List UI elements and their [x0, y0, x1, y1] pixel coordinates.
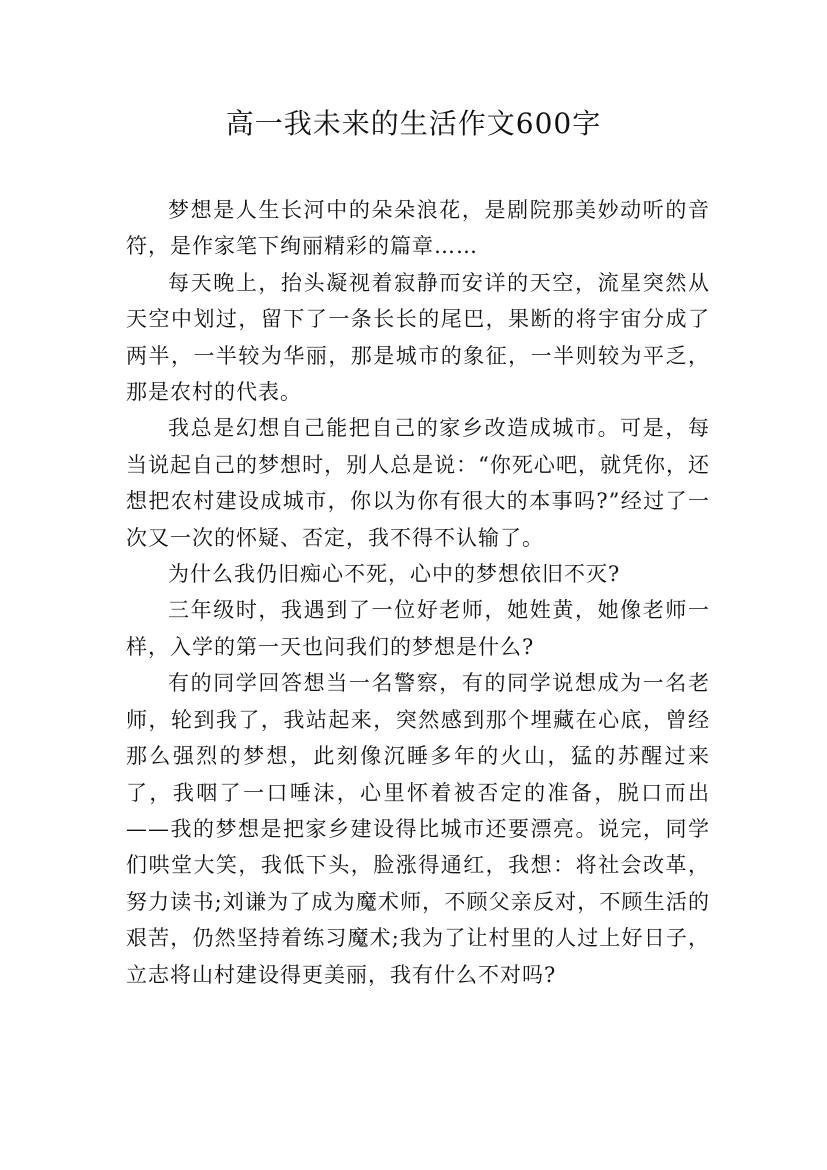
paragraph-4: 为什么我仍旧痴心不死，心中的梦想依旧不灭? [168, 562, 621, 587]
paragraph-2: 每天晚上，抬头凝视着寂静而安详的天空，流星突然从天空中划过，留下了一条长长的尾巴，果断的将宇宙分成了两半，一半较为华丽，那是城市的象征，一半则较为平乏，那是农村的代表。 [126, 270, 710, 405]
paragraph-1: 梦想是人生长河中的朵朵浪花，是剧院那美妙动听的音符，是作家笔下绚丽精彩的篇章…… [126, 198, 710, 259]
paragraph-3: 我总是幻想自己能把自己的家乡改造成城市。可是，每当说起自己的梦想时，别人总是说：“你死心吧，就凭你，还想把农村建设成城市，你以为你有很大的本事吗?”经过了一次又一次的怀疑、否定，我不得不认输了。 [126, 416, 710, 550]
paragraph-5: 三年级时，我遇到了一位好老师，她姓黄，她像老师一样，入学的第一天也问我们的梦想是什么? [126, 598, 710, 659]
document-body [126, 192, 710, 993]
paragraph-6: 有的同学回答想当一名警察，有的同学说想成为一名老师，轮到我了，我站起来，突然感到那个埋藏在心底，曾经那么强烈的梦想，此刻像沉睡多年的火山，猛的苏醒过来了，我咽了一口唾沫，心里怀着被否定的准备，脱口而出——我的梦想是把家乡建设得比城市还要漂亮。说完，同学们哄堂大笑，我低下头，脸涨得通红，我想：将社会改革，努力读书;刘谦为了成为魔术师，不顾父亲反对，不顾生活的艰苦，仍然坚持着练习魔术;我为了让村里的人过上好日子，立志将山村建设得更美丽，我有什么不对吗? [126, 671, 710, 987]
document-title: 高一我未来的生活作文600字 [225, 107, 602, 140]
